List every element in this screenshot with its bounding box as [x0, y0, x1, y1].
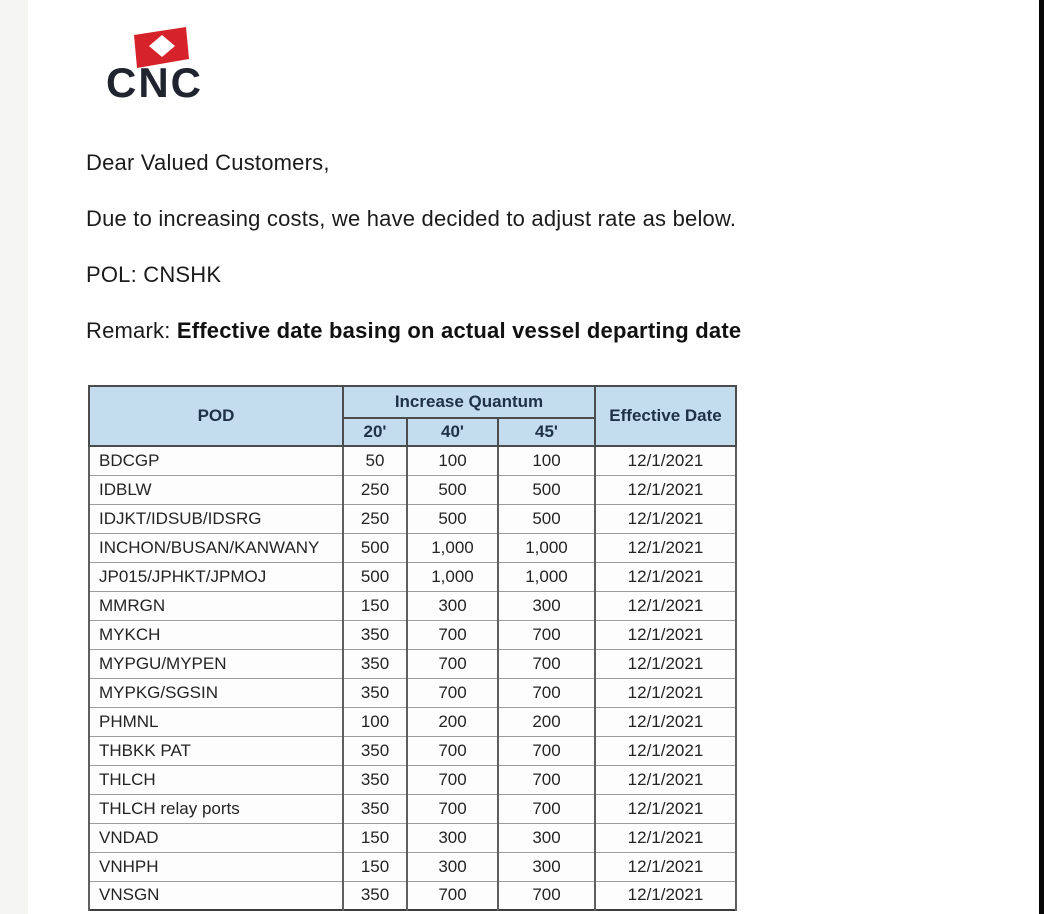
- page-right-edge-bar: [1039, 0, 1044, 914]
- table-row: [89, 736, 736, 765]
- quantum-45-cell: 700: [498, 620, 595, 649]
- pod-cell: MMRGN: [89, 591, 343, 620]
- quantum-45-cell: 700: [498, 765, 595, 794]
- quantum-20-cell: 500: [343, 533, 407, 562]
- quantum-20-cell: 350: [343, 620, 407, 649]
- table-row: [89, 446, 736, 475]
- quantum-40-cell: 300: [407, 852, 498, 881]
- quantum-20-cell: 350: [343, 736, 407, 765]
- effective-date-cell: 12/1/2021: [595, 678, 736, 707]
- quantum-40-cell: 700: [407, 678, 498, 707]
- quantum-20-cell: 250: [343, 504, 407, 533]
- table-row: [89, 649, 736, 678]
- quantum-20-cell: 50: [343, 446, 407, 475]
- effective-date-cell: 12/1/2021: [595, 446, 736, 475]
- quantum-40-cell: 700: [407, 736, 498, 765]
- quantum-40-cell: 300: [407, 591, 498, 620]
- effective-date-cell: 12/1/2021: [595, 707, 736, 736]
- quantum-40-cell: 500: [407, 475, 498, 504]
- quantum-20-cell: 150: [343, 591, 407, 620]
- quantum-40-cell: 700: [407, 620, 498, 649]
- quantum-20-cell: 350: [343, 765, 407, 794]
- quantum-20-cell: 100: [343, 707, 407, 736]
- effective-date-cell: 12/1/2021: [595, 475, 736, 504]
- quantum-45-cell: 300: [498, 823, 595, 852]
- quantum-20-cell: 150: [343, 823, 407, 852]
- effective-date-cell: 12/1/2021: [595, 881, 736, 910]
- quantum-20-cell: 350: [343, 649, 407, 678]
- remark-label: Remark:: [86, 318, 177, 343]
- pod-cell: PHMNL: [89, 707, 343, 736]
- intro-text: Due to increasing costs, we have decided to adjust rate as below.: [86, 206, 737, 231]
- table-row: [89, 794, 736, 823]
- pod-cell: VNDAD: [89, 823, 343, 852]
- greeting-text: Dear Valued Customers,: [86, 150, 330, 175]
- quantum-45-cell: 200: [498, 707, 595, 736]
- table-row: [89, 707, 736, 736]
- quantum-20-cell: 350: [343, 881, 407, 910]
- pod-cell: VNHPH: [89, 852, 343, 881]
- quantum-40-cell: 100: [407, 446, 498, 475]
- pod-cell: THLCH: [89, 765, 343, 794]
- table-row: [89, 852, 736, 881]
- cnc-logo: [106, 26, 226, 104]
- pod-cell: IDJKT/IDSUB/IDSRG: [89, 504, 343, 533]
- quantum-40-cell: 300: [407, 823, 498, 852]
- quantum-45-cell: 100: [498, 446, 595, 475]
- remark-text: [86, 318, 741, 344]
- table-row: [89, 533, 736, 562]
- quantum-40-cell: 700: [407, 794, 498, 823]
- pol-text: POL: CNSHK: [86, 262, 222, 287]
- effective-date-cell: 12/1/2021: [595, 562, 736, 591]
- effective-date-cell: 12/1/2021: [595, 823, 736, 852]
- increase-quantum-header: Increase Quantum: [343, 386, 595, 418]
- effective-date-cell: 12/1/2021: [595, 649, 736, 678]
- quantum-45-cell: 300: [498, 591, 595, 620]
- effective-date-cell: 12/1/2021: [595, 533, 736, 562]
- table-row: [89, 504, 736, 533]
- quantum-20-cell: 350: [343, 794, 407, 823]
- effective-date-header: Effective Date: [595, 386, 736, 446]
- quantum-40-cell: 700: [407, 881, 498, 910]
- quantum-20-cell: 150: [343, 852, 407, 881]
- quantum-20-cell: 350: [343, 678, 407, 707]
- pod-cell: THLCH relay ports: [89, 794, 343, 823]
- pod-cell: THBKK PAT: [89, 736, 343, 765]
- pod-cell: VNSGN: [89, 881, 343, 910]
- effective-date-cell: 12/1/2021: [595, 852, 736, 881]
- size-40-header: 40': [407, 418, 498, 446]
- quantum-20-cell: 250: [343, 475, 407, 504]
- quantum-40-cell: 1,000: [407, 533, 498, 562]
- table-row: [89, 678, 736, 707]
- quantum-40-cell: 500: [407, 504, 498, 533]
- effective-date-cell: 12/1/2021: [595, 620, 736, 649]
- quantum-40-cell: 700: [407, 765, 498, 794]
- quantum-45-cell: 700: [498, 678, 595, 707]
- size-20-header: 20': [343, 418, 407, 446]
- quantum-45-cell: 500: [498, 475, 595, 504]
- pod-cell: JP015/JPHKT/JPMOJ: [89, 562, 343, 591]
- quantum-40-cell: 1,000: [407, 562, 498, 591]
- table-row: [89, 620, 736, 649]
- table-row: [89, 881, 736, 910]
- quantum-40-cell: 700: [407, 649, 498, 678]
- table-row: [89, 591, 736, 620]
- quantum-45-cell: 700: [498, 649, 595, 678]
- rate-table: [88, 385, 737, 911]
- pod-cell: IDBLW: [89, 475, 343, 504]
- quantum-45-cell: 1,000: [498, 533, 595, 562]
- remark-bold-text: Effective date basing on actual vessel departing date: [176, 318, 742, 343]
- quantum-45-cell: 700: [498, 736, 595, 765]
- pod-cell: BDCGP: [89, 446, 343, 475]
- pod-cell: MYKCH: [89, 620, 343, 649]
- effective-date-cell: 12/1/2021: [595, 591, 736, 620]
- pod-cell: MYPGU/MYPEN: [89, 649, 343, 678]
- pod-column-header: POD: [89, 386, 343, 446]
- effective-date-cell: 12/1/2021: [595, 765, 736, 794]
- table-row: [89, 475, 736, 504]
- effective-date-cell: 12/1/2021: [595, 794, 736, 823]
- quantum-45-cell: 500: [498, 504, 595, 533]
- table-row: [89, 765, 736, 794]
- logo-wordmark: CNC: [106, 59, 203, 106]
- table-row: [89, 562, 736, 591]
- table-row: [89, 823, 736, 852]
- size-45-header: 45': [498, 418, 595, 446]
- quantum-45-cell: 700: [498, 881, 595, 910]
- pod-cell: MYPKG/SGSIN: [89, 678, 343, 707]
- quantum-45-cell: 1,000: [498, 562, 595, 591]
- effective-date-cell: 12/1/2021: [595, 736, 736, 765]
- quantum-45-cell: 700: [498, 794, 595, 823]
- quantum-20-cell: 500: [343, 562, 407, 591]
- pod-cell: INCHON/BUSAN/KANWANY: [89, 533, 343, 562]
- quantum-45-cell: 300: [498, 852, 595, 881]
- page-left-edge: [0, 0, 28, 914]
- effective-date-cell: 12/1/2021: [595, 504, 736, 533]
- quantum-40-cell: 200: [407, 707, 498, 736]
